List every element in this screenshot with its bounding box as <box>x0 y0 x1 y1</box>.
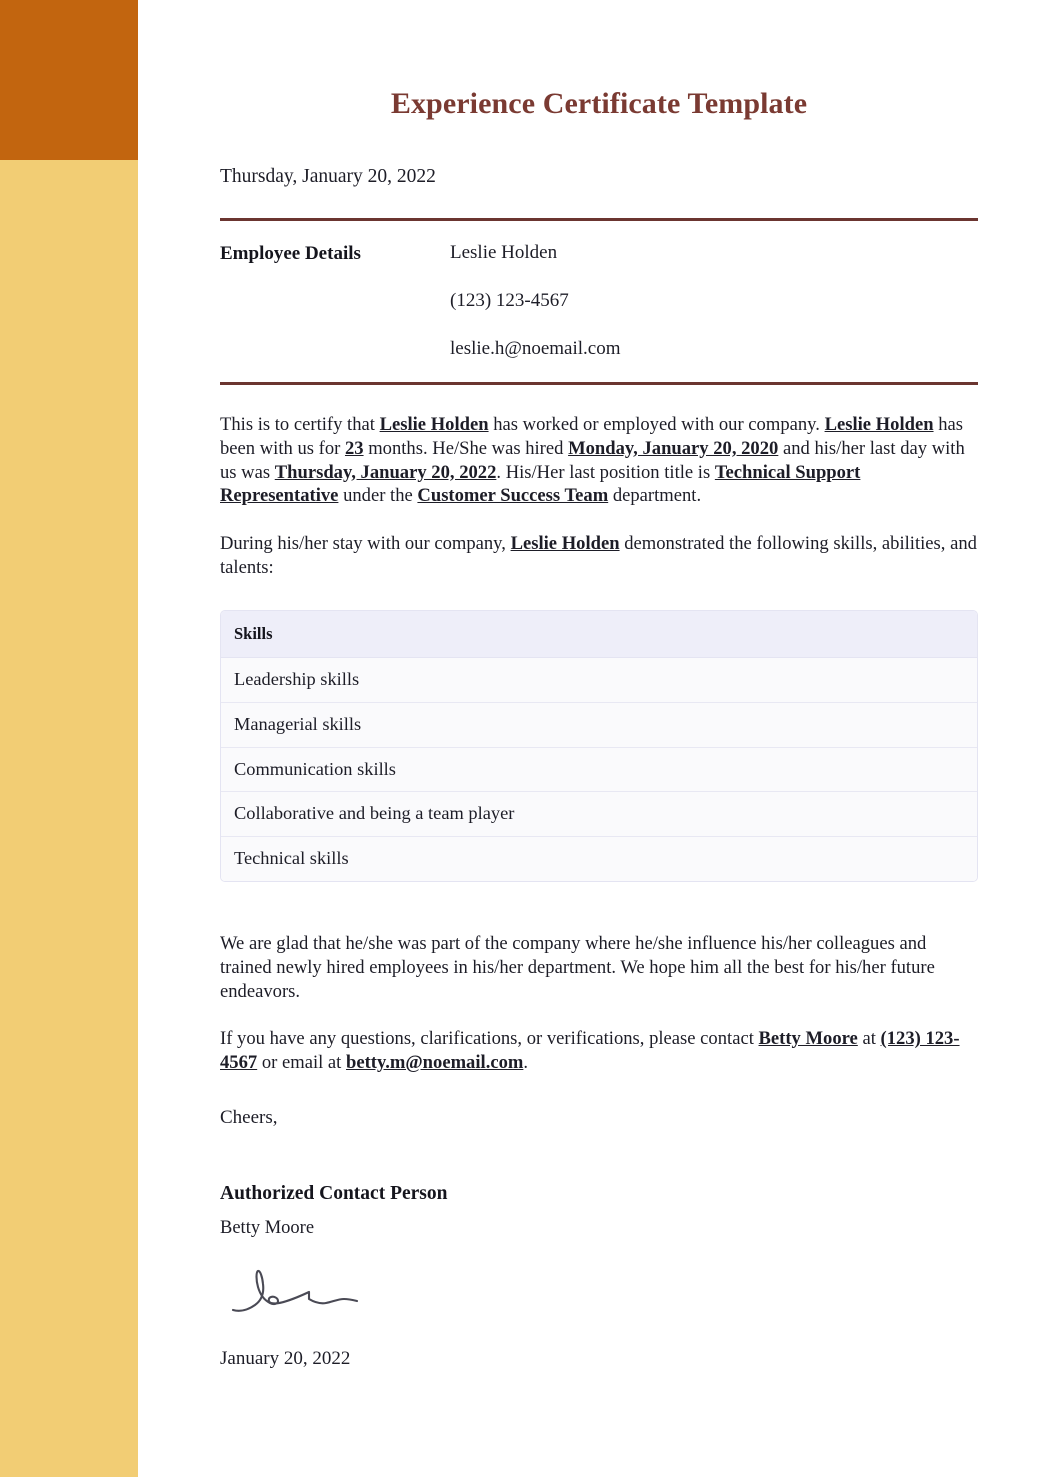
cert-text-8: department. <box>608 485 702 507</box>
skills-table-head <box>221 611 977 658</box>
cert-text-6: . His/Her last position title is <box>496 461 715 483</box>
cert-text-4: months. He/She was hired <box>363 437 569 459</box>
cert-text-1: This is to certify that <box>220 414 380 436</box>
cert-department: Customer Success Team <box>417 485 609 507</box>
skill-cell: Communication skills <box>221 748 977 793</box>
contact-paragraph <box>220 1003 978 1075</box>
table-row <box>221 792 977 837</box>
closing-paragraph: We are glad that he/she was part of the company where he/she influence his/her colleagues and trained newly hired employees in his/her department. We hope him all the best for his/her future endeavors. <box>220 933 935 1002</box>
skills-intro-text-1: During his/her stay with our company, <box>220 533 511 555</box>
contact-name: Betty Moore <box>758 1028 858 1050</box>
cert-employee-name-1: Leslie Holden <box>379 414 489 436</box>
certification-paragraph <box>220 385 978 508</box>
cert-months: 23 <box>344 437 364 459</box>
employee-phone: (123) 123-4567 <box>450 289 569 311</box>
contact-text-1: If you have any questions, clarifications, or verifications, please contact <box>220 1028 759 1050</box>
cert-employee-name-2: Leslie Holden <box>824 414 934 436</box>
skills-intro-employee-name: Leslie Holden <box>510 533 620 555</box>
cert-last-day: Thursday, January 20, 2022 <box>274 461 497 483</box>
contact-text-2: at <box>857 1028 881 1050</box>
sidebar-color-bar <box>0 0 138 1477</box>
document-date: Thursday, January 20, 2022 <box>220 166 436 187</box>
skill-cell: Collaborative and being a team player <box>221 792 977 837</box>
page-title: Experience Certificate Template <box>390 87 808 120</box>
cert-position-title: Technical Support Representative <box>220 461 861 507</box>
table-row <box>221 703 977 748</box>
cert-text-3: has been with us for <box>220 414 963 459</box>
cert-hire-date: Monday, January 20, 2020 <box>568 437 779 459</box>
contact-text-3: or email at <box>257 1052 346 1074</box>
table-row <box>221 837 977 881</box>
spacer <box>220 882 978 908</box>
cert-text-5: and his/her last day with us was <box>220 437 965 483</box>
document-content <box>220 0 978 1372</box>
cert-text-2: has worked or employed with our company. <box>488 414 825 436</box>
contact-phone: (123) 123-4567 <box>220 1028 960 1074</box>
skills-table-header-row <box>221 611 977 658</box>
authorized-contact-label: Authorized Contact Person <box>220 1182 448 1204</box>
employee-details-label: Employee Details <box>220 243 361 265</box>
employee-details-values <box>450 240 978 362</box>
sidebar-accent-yellow <box>0 160 138 1477</box>
employee-name: Leslie Holden <box>450 242 558 264</box>
skills-column-header: Skills <box>221 611 977 658</box>
table-row <box>221 748 977 793</box>
signature-icon <box>230 1262 370 1324</box>
skill-cell: Managerial skills <box>221 703 977 748</box>
skills-table <box>220 610 978 882</box>
authorized-contact-name: Betty Moore <box>220 1217 315 1238</box>
signature-date: January 20, 2022 <box>220 1347 351 1369</box>
skills-intro-text-2: demonstrated the following skills, abilities, and talents: <box>220 533 977 579</box>
contact-text-4: . <box>523 1052 529 1074</box>
contact-email: betty.m@noemail.com <box>346 1052 524 1074</box>
skills-intro-paragraph <box>220 508 978 580</box>
skill-cell: Leadership skills <box>221 658 977 703</box>
skill-cell: Technical skills <box>221 837 977 881</box>
cert-text-7: under the <box>338 485 418 507</box>
employee-email: leslie.h@noemail.com <box>450 337 621 359</box>
cheers-text: Cheers, <box>220 1107 278 1129</box>
employee-details-section <box>220 221 978 382</box>
table-row <box>221 658 977 703</box>
signature-image <box>220 1242 978 1338</box>
sidebar-accent-orange <box>0 0 138 160</box>
skills-table-body <box>221 658 977 881</box>
